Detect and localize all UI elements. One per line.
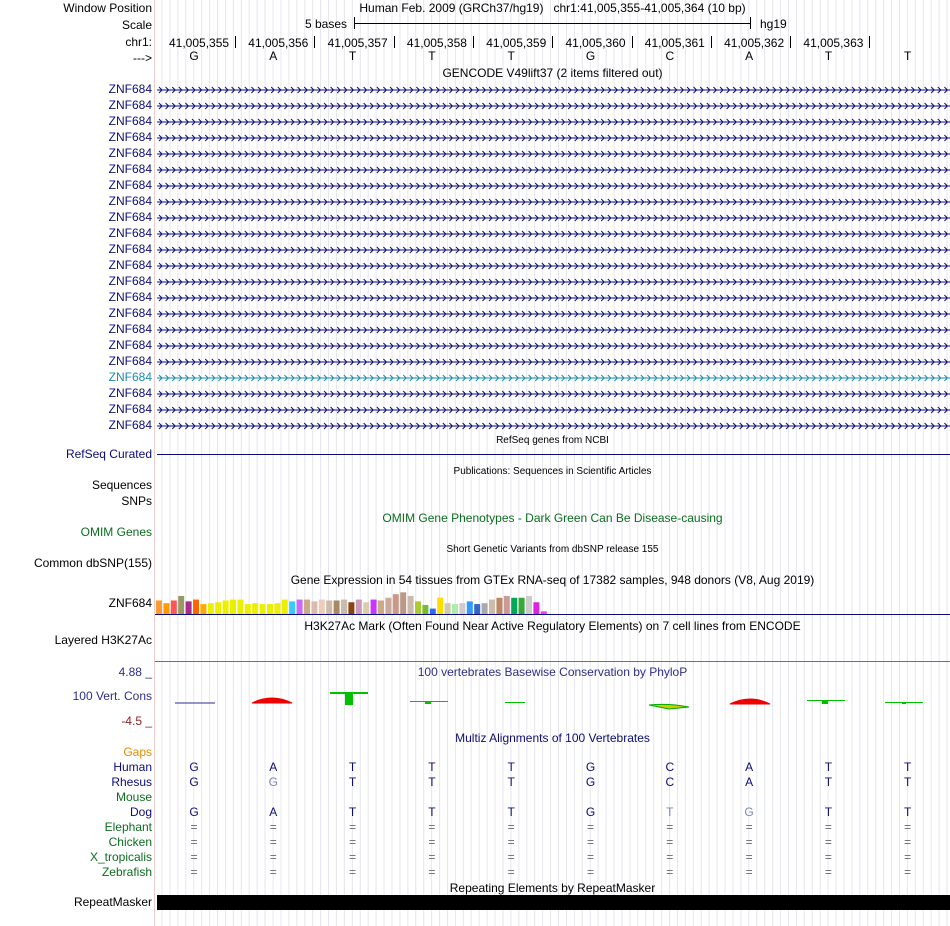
sequence-base: G (189, 49, 199, 63)
multiz-track-title[interactable]: Multiz Alignments of 100 Vertebrates (455, 731, 650, 745)
gtex-tissue-bar[interactable] (341, 600, 347, 614)
multiz-base: T (824, 775, 833, 789)
gtex-tissue-bar[interactable] (267, 604, 273, 614)
multiz-base: T (904, 775, 912, 789)
gtex-tissue-bar[interactable] (297, 600, 303, 614)
phylop-track-title[interactable]: 100 vertebrates Basewise Conservation by PhyloP (417, 665, 688, 679)
multiz-base: = (349, 835, 357, 849)
window-position-text: Human Feb. 2009 (GRCh37/hg19) chr1:41,005,355-41,005,364 (10 bp) (359, 1, 746, 15)
gencode-gene-label[interactable]: ZNF684 (108, 370, 152, 384)
multiz-base: = (824, 850, 832, 864)
multiz-base: = (586, 820, 594, 834)
phylop-min-label: -4.5 _ (121, 714, 152, 728)
gencode-transcript[interactable] (157, 261, 950, 271)
multiz-base: = (586, 865, 594, 879)
multiz-species-label[interactable]: Chicken (108, 835, 152, 849)
gtex-tissue-bar[interactable] (274, 603, 280, 614)
multiz-base: = (745, 850, 753, 864)
sequence-base: T (824, 49, 833, 63)
gencode-transcript[interactable] (157, 325, 950, 335)
sequence-base: C (665, 49, 675, 63)
ruler-tick (473, 36, 474, 48)
gtex-tissue-bar[interactable] (245, 604, 251, 614)
multiz-base: = (824, 865, 832, 879)
gtex-tissue-bar[interactable] (363, 602, 369, 614)
omim-track-title[interactable]: OMIM Gene Phenotypes - Dark Green Can Be Disease-causing (382, 511, 723, 525)
gtex-tissue-bar[interactable] (437, 598, 443, 614)
multiz-base: = (349, 865, 357, 879)
multiz-base: = (824, 835, 832, 849)
gencode-transcript[interactable] (157, 293, 950, 303)
chrom-label: chr1: (125, 35, 152, 49)
ruler-position: 41,005,358 (406, 36, 467, 50)
multiz-base: = (904, 835, 912, 849)
strand-label: ---> (133, 51, 152, 65)
publications-label-sequences[interactable]: Sequences (91, 478, 152, 492)
label-separator (154, 0, 155, 926)
gencode-transcript[interactable] (157, 309, 950, 319)
gtex-bar-chart[interactable] (155, 588, 950, 615)
multiz-base: = (745, 865, 753, 879)
gtex-tissue-bar[interactable] (200, 604, 206, 614)
multiz-base: = (269, 820, 277, 834)
gtex-tissue-bar[interactable] (304, 600, 310, 614)
gtex-tissue-bar[interactable] (533, 602, 539, 614)
gencode-transcript[interactable] (157, 101, 950, 111)
gencode-transcript[interactable] (157, 165, 950, 175)
gtex-tissue-bar[interactable] (193, 600, 199, 614)
sequence-base: T (904, 49, 912, 63)
gencode-gene-label[interactable]: ZNF684 (108, 194, 152, 208)
gtex-track-title[interactable]: Gene Expression in 54 tissues from GTEx RNA-seq of 17382 samples, 948 donors (V8, Aug 2019) (290, 573, 815, 587)
multiz-base: = (190, 850, 198, 864)
ruler-tick (790, 36, 791, 48)
multiz-base: = (269, 835, 277, 849)
multiz-base: = (190, 820, 198, 834)
multiz-base: G (585, 805, 596, 819)
gencode-gene-label[interactable]: ZNF684 (108, 322, 152, 336)
multiz-base: T (507, 775, 515, 789)
multiz-base: = (269, 865, 277, 879)
multiz-base: = (666, 850, 674, 864)
gencode-gene-label[interactable]: ZNF684 (108, 130, 152, 144)
gencode-transcript[interactable] (157, 357, 950, 367)
gtex-tissue-bar[interactable] (208, 603, 214, 614)
gencode-gene-label[interactable]: ZNF684 (108, 114, 152, 128)
gencode-transcript[interactable] (157, 277, 950, 287)
gencode-transcript[interactable] (157, 213, 950, 223)
gtex-tissue-bar[interactable] (223, 600, 229, 614)
multiz-base: G (189, 805, 199, 819)
multiz-species-label[interactable]: Rhesus (111, 775, 152, 789)
scale-label: Scale (121, 18, 152, 32)
omim-label[interactable]: OMIM Genes (80, 525, 152, 539)
ruler-position: 41,005,356 (248, 36, 309, 50)
multiz-base: = (349, 850, 357, 864)
multiz-base: G (189, 760, 199, 774)
multiz-base: T (348, 805, 357, 819)
gtex-tissue-bar[interactable] (171, 600, 177, 614)
gtex-tissue-bar[interactable] (348, 602, 354, 614)
gencode-transcript[interactable] (157, 421, 950, 431)
multiz-base: = (190, 835, 198, 849)
gencode-transcript[interactable] (157, 373, 950, 383)
gencode-gene-label[interactable]: ZNF684 (108, 258, 152, 272)
gencode-gene-label[interactable]: ZNF684 (108, 386, 152, 400)
ruler-tick (552, 36, 553, 48)
multiz-base: = (666, 835, 674, 849)
multiz-base: = (586, 850, 594, 864)
gencode-transcript[interactable] (157, 85, 950, 95)
multiz-base: T (824, 805, 833, 819)
scale-text: 5 bases (305, 17, 348, 31)
gtex-tissue-bar[interactable] (371, 600, 377, 614)
h3k27ac-baseline (155, 661, 950, 662)
gencode-track-title[interactable]: GENCODE V49lift37 (2 items filtered out) (442, 66, 663, 80)
gencode-gene-label[interactable]: ZNF684 (108, 210, 152, 224)
ruler-tick (235, 36, 236, 48)
gtex-tissue-bar[interactable] (356, 600, 362, 614)
multiz-base: G (744, 805, 754, 819)
gtex-tissue-bar[interactable] (156, 600, 162, 614)
gencode-gene-label[interactable]: ZNF684 (108, 242, 152, 256)
multiz-base: G (268, 775, 278, 789)
multiz-base: = (349, 820, 357, 834)
gtex-tissue-bar[interactable] (311, 601, 317, 614)
gtex-tissue-bar[interactable] (260, 604, 266, 614)
phylop-label[interactable]: 100 Vert. Cons (72, 689, 152, 703)
multiz-gaps-label[interactable]: Gaps (123, 745, 152, 759)
multiz-base: = (190, 865, 198, 879)
gtex-tissue-bar[interactable] (408, 596, 414, 614)
multiz-base: T (904, 805, 912, 819)
multiz-base: T (507, 760, 515, 774)
ruler-position: 41,005,363 (803, 36, 864, 50)
gtex-tissue-bar[interactable] (459, 603, 465, 614)
multiz-base: T (507, 805, 515, 819)
ruler-position: 41,005,360 (565, 36, 626, 50)
multiz-base: G (585, 775, 596, 789)
gtex-tissue-bar[interactable] (393, 594, 399, 614)
multiz-base: = (428, 850, 436, 864)
gencode-transcript[interactable] (157, 389, 950, 399)
multiz-species-label[interactable]: Elephant (104, 820, 152, 834)
multiz-base: A (269, 805, 278, 819)
gencode-gene-label[interactable]: ZNF684 (108, 354, 152, 368)
gencode-transcript[interactable] (157, 181, 950, 191)
phylop-graph[interactable] (155, 680, 950, 715)
multiz-base: = (507, 835, 515, 849)
multiz-base: = (507, 820, 515, 834)
multiz-base: T (348, 760, 357, 774)
sequence-base: G (585, 49, 596, 63)
gtex-tissue-bar[interactable] (504, 596, 510, 614)
gtex-tissue-bar[interactable] (326, 600, 332, 614)
window-position-label: Window Position (63, 1, 152, 15)
multiz-base: = (428, 865, 436, 879)
multiz-base: = (904, 850, 912, 864)
gencode-gene-label[interactable]: ZNF684 (108, 402, 152, 416)
gencode-gene-label[interactable]: ZNF684 (108, 98, 152, 112)
h3k27ac-track-title[interactable]: H3K27Ac Mark (Often Found Near Active Regulatory Elements) on 7 cell lines from ENCODE (304, 619, 801, 633)
gtex-tissue-bar[interactable] (334, 600, 340, 614)
gencode-gene-label[interactable]: ZNF684 (108, 178, 152, 192)
multiz-base: = (745, 835, 753, 849)
multiz-base: = (507, 865, 515, 879)
phylop-max-label: 4.88 _ (118, 665, 152, 679)
repeatmasker-label[interactable]: RepeatMasker (73, 895, 152, 909)
gencode-transcript[interactable] (157, 229, 950, 239)
gtex-tissue-bar[interactable] (511, 598, 517, 614)
ruler-tick (394, 36, 395, 48)
gtex-tissue-bar[interactable] (215, 602, 221, 614)
ruler-tick (869, 36, 870, 48)
refseq-label[interactable]: RefSeq Curated (65, 447, 152, 461)
gtex-tissue-bar[interactable] (452, 604, 458, 614)
gtex-tissue-bar[interactable] (445, 603, 451, 614)
ruler-tick (632, 36, 633, 48)
gencode-transcript[interactable] (157, 341, 950, 351)
gencode-gene-label[interactable]: ZNF684 (108, 146, 152, 160)
scale-bar (354, 17, 751, 29)
ruler-tick (314, 36, 315, 48)
multiz-base: A (745, 775, 754, 789)
gtex-tissue-bar[interactable] (230, 600, 236, 614)
multiz-base: A (745, 760, 754, 774)
repeatmasker-track-title[interactable]: Repeating Elements by RepeatMasker (449, 881, 656, 895)
gencode-transcript[interactable] (157, 197, 950, 207)
multiz-base: T (348, 775, 357, 789)
gencode-gene-label[interactable]: ZNF684 (108, 226, 152, 240)
publications-label-snps[interactable]: SNPs (121, 494, 152, 508)
multiz-base: = (428, 820, 436, 834)
repeatmasker-block[interactable] (157, 895, 950, 910)
multiz-base: = (745, 820, 753, 834)
refseq-gene-line[interactable] (157, 454, 950, 455)
gencode-gene-label[interactable]: ZNF684 (108, 290, 152, 304)
gtex-tissue-bar[interactable] (186, 601, 192, 614)
gtex-divider (155, 614, 950, 615)
multiz-base: = (666, 820, 674, 834)
gencode-gene-label[interactable]: ZNF684 (108, 274, 152, 288)
ruler-position: 41,005,359 (486, 36, 547, 50)
gtex-tissue-bar[interactable] (289, 601, 295, 614)
gtex-tissue-bar[interactable] (467, 601, 473, 614)
multiz-base: G (585, 760, 596, 774)
gtex-tissue-bar[interactable] (319, 600, 325, 614)
gtex-tissue-bar[interactable] (526, 596, 532, 614)
gtex-tissue-bar[interactable] (400, 592, 406, 614)
multiz-base: A (269, 760, 278, 774)
dbsnp-label[interactable]: Common dbSNP(155) (33, 556, 152, 570)
multiz-base: = (428, 835, 436, 849)
gencode-transcript[interactable] (157, 245, 950, 255)
sequence-base: A (745, 49, 754, 63)
gencode-transcript[interactable] (157, 405, 950, 415)
gencode-gene-label[interactable]: ZNF684 (108, 306, 152, 320)
publications-track-title[interactable]: Publications: Sequences in Scientific Articles (453, 466, 652, 477)
sequence-base: T (428, 49, 436, 63)
multiz-base: = (507, 850, 515, 864)
multiz-base: T (428, 760, 436, 774)
multiz-base: = (824, 820, 832, 834)
gtex-tissue-bar[interactable] (519, 598, 525, 614)
ruler-position: 41,005,361 (644, 36, 705, 50)
scale-assembly: hg19 (760, 17, 787, 31)
sequence-base: A (269, 49, 278, 63)
multiz-base: = (269, 850, 277, 864)
multiz-base: = (666, 865, 674, 879)
gencode-gene-label[interactable]: ZNF684 (108, 162, 152, 176)
refseq-track-title[interactable]: RefSeq genes from NCBI (496, 435, 609, 446)
multiz-species-label[interactable]: Zebrafish (101, 865, 152, 879)
gencode-gene-label[interactable]: ZNF684 (108, 338, 152, 352)
gtex-tissue-bar[interactable] (237, 600, 243, 614)
multiz-species-label[interactable]: Human (113, 760, 152, 774)
gencode-gene-label[interactable]: ZNF684 (108, 418, 152, 432)
gtex-tissue-bar[interactable] (415, 601, 421, 614)
multiz-base: = (904, 820, 912, 834)
multiz-species-label[interactable]: X_tropicalis (89, 850, 152, 864)
gtex-tissue-bar[interactable] (474, 604, 480, 614)
h3k27ac-label[interactable]: Layered H3K27Ac (54, 633, 152, 647)
gtex-tissue-bar[interactable] (178, 596, 184, 614)
multiz-base: T (428, 775, 436, 789)
sequence-base: T (348, 49, 357, 63)
sequence-base: T (507, 49, 515, 63)
multiz-base: T (904, 760, 912, 774)
gtex-tissue-bar[interactable] (482, 603, 488, 614)
gencode-transcript[interactable] (157, 133, 950, 143)
multiz-base: C (665, 760, 675, 774)
gencode-transcript[interactable] (157, 117, 950, 127)
gtex-tissue-bar[interactable] (489, 600, 495, 614)
multiz-base: = (586, 835, 594, 849)
multiz-species-label[interactable]: Mouse (115, 790, 152, 804)
ruler-tick (711, 36, 712, 48)
gtex-tissue-bar[interactable] (163, 603, 169, 614)
multiz-base: T (666, 805, 674, 819)
gtex-tissue-bar[interactable] (378, 600, 384, 614)
multiz-species-label[interactable]: Dog (129, 805, 152, 819)
multiz-base: = (904, 865, 912, 879)
gencode-gene-label[interactable]: ZNF684 (108, 82, 152, 96)
gtex-tissue-bar[interactable] (385, 598, 391, 614)
multiz-base: G (189, 775, 199, 789)
gencode-transcript[interactable] (157, 149, 950, 159)
multiz-base: C (665, 775, 675, 789)
gtex-tissue-bar[interactable] (252, 603, 258, 614)
gtex-gene-label[interactable]: ZNF684 (108, 596, 152, 610)
ruler-position: 41,005,357 (327, 36, 388, 50)
multiz-base: T (428, 805, 436, 819)
gtex-tissue-bar[interactable] (282, 600, 288, 614)
dbsnp-track-title[interactable]: Short Genetic Variants from dbSNP release 155 (446, 544, 659, 555)
gtex-tissue-bar[interactable] (496, 598, 502, 614)
gtex-tissue-bar[interactable] (422, 605, 428, 614)
ruler-position: 41,005,362 (724, 36, 785, 50)
ruler-position: 41,005,355 (169, 36, 230, 50)
multiz-base: T (824, 760, 833, 774)
